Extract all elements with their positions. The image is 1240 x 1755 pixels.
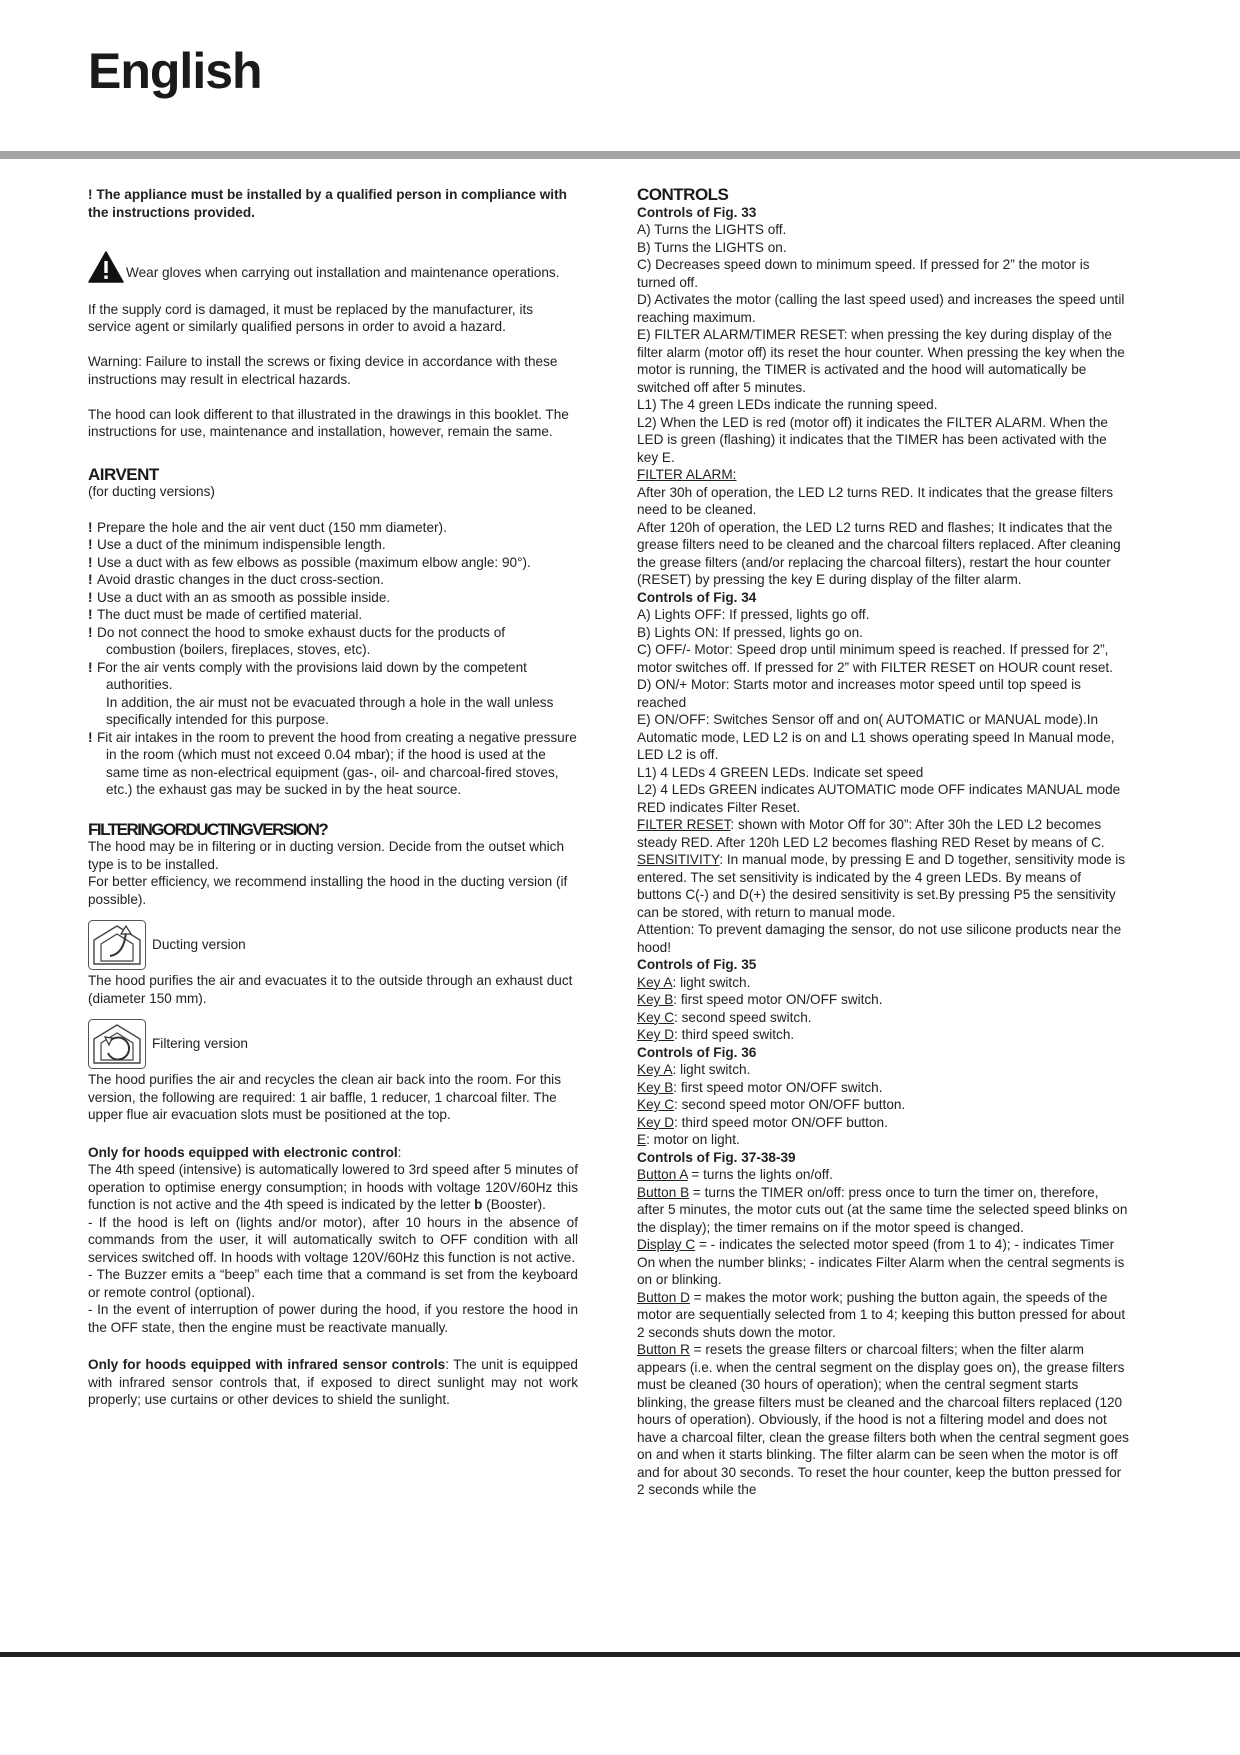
- electronic-p1: The 4th speed (intensive) is automatically lowered to 3rd speed after 5 minutes of operation to optimise energy consumption; in hoods with voltage 120V/60Hz this function is not active and the 4th speed is indicated by the letter b (Booster).: [88, 1162, 578, 1212]
- gloves-text: Wear gloves when carrying out installation and maintenance operations.: [126, 264, 560, 280]
- top-divider: [0, 151, 1240, 159]
- list-item: Button R = resets the grease filters or charcoal filters; when the filter alarm appears (i.e. when the central segment on the display goes on), the grease filters must be cleaned (30 hours of operation); when the central segment starts blinking, the grease filters must be cleaned and the charcoal filters replaced (120 hours of operation). Obviously, if the hood is not a filtering model and does not have a charcoal filter, clean the grease filters both when the central segment goes on and when it starts blinking. The filter alarm can be seen when the motor is off and for about 30 seconds. To reset the hour counter, keep the button pressed for 2 seconds while the: [637, 1342, 1129, 1497]
- list-item: E: motor on light.: [637, 1132, 740, 1147]
- exclamation-icon: !: [88, 729, 93, 745]
- exclamation-icon: !: [88, 519, 93, 535]
- left-column: [88, 186, 578, 1409]
- airvent-list: [88, 519, 578, 799]
- filtering-p2: For better efficiency, we recommend installing the hood in the ducting version (if possible).: [88, 874, 568, 907]
- list-item: L1) The 4 green LEDs indicate the running speed.: [637, 397, 938, 412]
- fig37-heading: Controls of Fig. 37-38-39: [637, 1149, 796, 1165]
- supply-cord-note: If the supply cord is damaged, it must be replaced by the manufacturer, its service agent or similarly qualified persons in order to avoid a hazard.: [88, 301, 534, 334]
- filtering-house-icon: [88, 1019, 146, 1069]
- list-item-continuation: In addition, the air must not be evacuated through a hole in the wall unless specifically intended for this purpose.: [106, 694, 554, 727]
- fig35-heading: Controls of Fig. 35: [637, 957, 757, 972]
- exclamation-icon: !: [88, 187, 97, 202]
- list-item: ! Use a duct of the minimum indispensible length.: [88, 537, 386, 552]
- list-item: C) OFF/- Motor: Speed drop until minimum speed is reached. If pressed for 2”, motor switches off. If pressed for 2” with FILTER RESET on HOUR count reset.: [637, 642, 1113, 675]
- list-item: A) Lights OFF: If pressed, lights go off.: [637, 607, 870, 622]
- list-item: ! Fit air intakes in the room to prevent the hood from creating a negative pressure in the room (which must not exceed 0.04 mbar); if the hood is used at the same time as non-electrical equipment (gas-, oil- and charcoal-fired stoves, etc.) the exhaust gas may be sucked in by the heat source.: [88, 729, 577, 797]
- list-item: Key D: third speed motor ON/OFF button.: [637, 1114, 888, 1130]
- airvent-title: AIRVENT: [88, 464, 159, 484]
- hood-look-note: The hood can look different to that illustrated in the drawings in this booklet. The instructions for use, maintenance and installation, however, remain the same.: [88, 406, 569, 439]
- list-item: Key B: first speed motor ON/OFF switch.: [637, 1079, 883, 1095]
- list-item: ! For the air vents comply with the provisions laid down by the competent authorities.: [88, 659, 527, 692]
- filtering-version-row: [88, 1019, 578, 1069]
- ducting-description: The hood purifies the air and evacuates it to the outside through an exhaust duct (diameter 150 mm).: [88, 973, 573, 1006]
- list-item: E) ON/OFF: Switches Sensor off and on( AUTOMATIC or MANUAL mode).In Automatic mode, LED L2 is on and L1 shows operating speed In Manual mode, LED L2 is off.: [637, 712, 1115, 762]
- filtering-description: The hood purifies the air and recycles the clean air back into the room. For this version, the following are required: 1 air baffle, 1 reducer, 1 charcoal filter. The upper flue air evacuation slots must be positioned at the top.: [88, 1072, 562, 1122]
- list-item: D) Activates the motor (calling the last speed used) and increases the speed until reaching maximum.: [637, 292, 1125, 325]
- list-item: Key C: second speed motor ON/OFF button.: [637, 1097, 906, 1112]
- exclamation-icon: !: [88, 624, 93, 640]
- list-item: C) Decreases speed down to minimum speed. If pressed for 2” the motor is turned off.: [637, 257, 1090, 290]
- list-item: B) Turns the LIGHTS on.: [637, 239, 787, 255]
- filtering-title: FILTERINGORDUCTINGVERSION?: [88, 819, 328, 839]
- filter-alarm-label: FILTER ALARM:: [637, 467, 737, 482]
- list-item: Display C = - indicates the selected motor speed (from 1 to 4); - indicates Timer On when the number blinks; - indicates Filter Alarm when the central segments is on or blinking.: [637, 1237, 1125, 1287]
- gloves-warning: [88, 251, 578, 283]
- ducting-label: Ducting version: [152, 937, 246, 953]
- list-item: B) Lights ON: If pressed, lights go on.: [637, 624, 863, 640]
- electronic-p3: - The Buzzer emits a “beep” each time that a command is set from the keyboard or remote control (optional).: [88, 1267, 578, 1300]
- list-item: D) ON/+ Motor: Starts motor and increases motor speed until top speed is reached: [637, 677, 1081, 710]
- list-item: Button B = turns the TIMER on/off: press once to turn the timer on, therefore, after 5 minutes, the motor cuts out (at the same time the selected speed blinks on the display); the timer remains on if the motor speed is changed.: [637, 1184, 1128, 1235]
- filtering-p1: The hood may be in filtering or in ducting version. Decide from the outset which type is to be installed.: [88, 839, 565, 872]
- list-item: ! Use a duct with an as smooth as possible inside.: [88, 589, 391, 605]
- exclamation-icon: !: [88, 572, 93, 587]
- sensitivity-item: SENSITIVITY: In manual mode, by pressing E and D together, sensitivity mode is entered. The set sensitivity is indicated by the 4 green LEDs. By means of buttons C(-) and D(+) the desired sensitivity is set.By pressing P5 the sensitivity can be stored, with return to manual mode.: [637, 852, 1126, 920]
- exclamation-icon: !: [88, 659, 93, 675]
- exclamation-icon: !: [88, 537, 93, 552]
- exclamation-icon: !: [88, 607, 93, 622]
- infrared-section: Only for hoods equipped with infrared sensor controls: The unit is equipped with infrared sensor controls that, if exposed to direct sunlight may not work properly; use curtains or other devices to shield the sunlight.: [88, 1357, 578, 1407]
- ducting-version-row: [88, 920, 578, 970]
- fig34-heading: Controls of Fig. 34: [637, 589, 757, 605]
- warning-triangle-icon: [88, 251, 124, 283]
- screws-warning: Warning: Failure to install the screws or fixing device in accordance with these instructions may result in electrical hazards.: [88, 354, 558, 387]
- list-item: L2) 4 LEDs GREEN indicates AUTOMATIC mode OFF indicates MANUAL mode RED indicates Filter Reset.: [637, 782, 1121, 815]
- electronic-p4: - In the event of interruption of power during the hood, if you restore the hood in the OFF state, then the engine must be reactivate manually.: [88, 1302, 578, 1335]
- intro-warning: ! The appliance must be installed by a qualified person in compliance with the instructions provided.: [88, 187, 567, 220]
- list-item: Key C: second speed switch.: [637, 1009, 812, 1025]
- list-item: L2) When the LED is red (motor off) it indicates the FILTER ALARM. When the LED is green (flashing) it indicates that the TIMER has been activated with the key E.: [637, 414, 1108, 465]
- list-item: After 30h of operation, the LED L2 turns RED. It indicates that the grease filters need to be cleaned.: [637, 484, 1114, 517]
- list-item: Key A: light switch.: [637, 974, 751, 990]
- airvent-subtitle: (for ducting versions): [88, 484, 215, 499]
- page-title: English: [88, 43, 262, 99]
- list-item: ! The duct must be made of certified material.: [88, 607, 363, 622]
- list-item: ! Prepare the hole and the air vent duct (150 mm diameter).: [88, 519, 447, 535]
- list-item: ! Avoid drastic changes in the duct cross-section.: [88, 572, 384, 587]
- electronic-control-section: [88, 1144, 578, 1337]
- list-item: Key B: first speed motor ON/OFF switch.: [637, 992, 883, 1007]
- fig33-heading: Controls of Fig. 33: [637, 204, 757, 220]
- list-item: A) Turns the LIGHTS off.: [637, 222, 787, 237]
- list-item: Key A: light switch.: [637, 1062, 751, 1077]
- list-item: ! Use a duct with as few elbows as possible (maximum elbow angle: 90°).: [88, 554, 531, 570]
- filtering-label: Filtering version: [152, 1036, 248, 1052]
- list-item: Button D = makes the motor work; pushing the button again, the speeds of the motor are sequentially selected from 1 to 4; keeping this button pressed for about 2 seconds shuts down the motor.: [637, 1289, 1126, 1340]
- list-item: ! Do not connect the hood to smoke exhaust ducts for the products of combustion (boilers, fireplaces, stoves, etc).: [88, 624, 506, 657]
- ducting-house-icon: [88, 920, 146, 970]
- attention-note: Attention: To prevent damaging the sensor, do not use silicone products near the hood!: [637, 922, 1122, 955]
- list-item: After 120h of operation, the LED L2 turns RED and flashes; It indicates that the grease filters need to be cleaned and the charcoal filters replaced. After cleaning the grease filters (and/or replacing the charcoal filters), restart the hour counter (RESET) by pressing the key E during display of the filter alarm.: [637, 519, 1121, 587]
- electronic-heading: Only for hoods equipped with electronic control:: [88, 1144, 402, 1160]
- exclamation-icon: !: [88, 589, 93, 605]
- list-item: Key D: third speed switch.: [637, 1027, 795, 1042]
- list-item: L1) 4 LEDs 4 GREEN LEDs. Indicate set speed: [637, 764, 924, 780]
- filter-reset-item: FILTER RESET: shown with Motor Off for 30”: After 30h the LED L2 becomes steady RED. After 120h LED L2 becomes flashing RED Reset by means of C.: [637, 817, 1105, 850]
- exclamation-icon: !: [88, 554, 93, 570]
- controls-title: CONTROLS: [637, 185, 729, 204]
- list-item: E) FILTER ALARM/TIMER RESET: when pressing the key during display of the filter alarm (motor off) its reset the hour counter. When pressing the key when the motor is running, the TIMER is activated and the hood will automatically be switched off after 5 minutes.: [637, 327, 1125, 395]
- list-item: Button A = turns the lights on/off.: [637, 1167, 833, 1182]
- fig36-heading: Controls of Fig. 36: [637, 1044, 757, 1060]
- electronic-p2: - If the hood is left on (lights and/or motor), after 10 hours in the absence of commands from the user, it will automatically switch to OFF condition with all services switched off. In hoods with voltage 120V/60Hz this function is not active.: [88, 1214, 578, 1265]
- bottom-divider: [0, 1652, 1240, 1657]
- right-column: [637, 186, 1129, 1499]
